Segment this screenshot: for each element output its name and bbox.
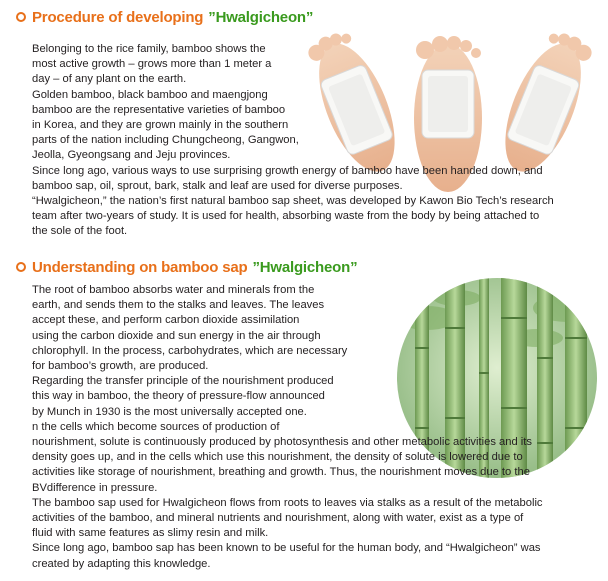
body-line: activities of the bamboo, and mineral nutrients and nourishment, along with water, exist as a type of bbox=[32, 512, 524, 525]
body-line: bamboo sap, oil, sprout, bark, stalk and leaf are used for diverse purposes. bbox=[32, 179, 403, 192]
heading-text: Procedure of developing bbox=[32, 8, 204, 26]
body-line: day – of any plant on the earth. bbox=[32, 73, 187, 86]
section-body-procedure bbox=[32, 42, 554, 240]
body-line: created by adapting this knowledge. bbox=[32, 557, 211, 570]
body-line: parts of the nation including Chungcheong, Gangwon, bbox=[32, 134, 299, 147]
body-line: for bamboo’s growth, are produced. bbox=[32, 360, 209, 373]
heading-text: Understanding on bamboo sap bbox=[32, 258, 248, 276]
body-line: by Munch in 1930 is the most universally accepted one. bbox=[32, 405, 307, 418]
body-line: n the cells which become sources of production of bbox=[32, 420, 280, 433]
body-line: density goes up, and in the cells which use this nourishment, the density of solute is lowered due to bbox=[32, 451, 523, 464]
body-line: the sole of the foot. bbox=[32, 225, 128, 238]
body-line: in Korea, and they are grown mainly in the southern bbox=[32, 119, 289, 132]
heading-highlight: ”Hwalgicheon” bbox=[252, 258, 358, 276]
body-line: most active growth – grows more than 1 meter a bbox=[32, 58, 272, 71]
body-line: this way in bamboo, the theory of pressure-flow announced bbox=[32, 390, 325, 403]
body-line: team after two-years of study. It is used for health, absorbing waste from the body by being attached to bbox=[32, 210, 540, 223]
circle-bullet-icon bbox=[16, 262, 26, 272]
circle-bullet-icon bbox=[16, 12, 26, 22]
section-heading-bamboo-sap bbox=[16, 257, 357, 277]
body-line: “Hwalgicheon,” the nation’s first natural bamboo sap sheet, was developed by Kawon Bio Tech’s research bbox=[32, 195, 554, 208]
body-line: chlorophyll. In the process, carbohydrates, which are necessary bbox=[32, 344, 348, 357]
body-line: Regarding the transfer principle of the nourishment produced bbox=[32, 375, 334, 388]
body-line: earth, and sends them to the stalks and leaves. The leaves bbox=[32, 299, 325, 312]
body-line: accept these, and perform carbon dioxide assimilation bbox=[32, 314, 300, 327]
body-line: fluid with same features as slimy resin and milk. bbox=[32, 527, 269, 540]
body-line: activities like storage of nourishment, breathing and growth. Thus, the nourishment moves due to the bbox=[32, 466, 530, 479]
heading-highlight: ”Hwalgicheon” bbox=[208, 8, 314, 26]
section-heading-procedure bbox=[16, 7, 313, 27]
body-line: Since long ago, bamboo sap has been known to be useful for the human body, and “Hwalgicheon” was bbox=[32, 542, 541, 555]
body-line: Golden bamboo, black bamboo and maengjong bbox=[32, 88, 268, 101]
section-body-bamboo-sap bbox=[32, 283, 543, 572]
body-line: The bamboo sap used for Hwalgicheon flows from roots to leaves via stalks as a result of the metabolic bbox=[32, 496, 543, 509]
body-line: Since long ago, various ways to use surprising growth energy of bamboo have been handed down, and bbox=[32, 164, 543, 177]
body-line: bamboo are the representative varieties of bamboo bbox=[32, 103, 286, 116]
body-line: The root of bamboo absorbs water and minerals from the bbox=[32, 284, 315, 296]
body-line: BVdifference in pressure. bbox=[32, 481, 158, 494]
body-line: Belonging to the rice family, bamboo shows the bbox=[32, 43, 266, 55]
body-line: Jeolla, Gyeongsang and Jeju provinces. bbox=[32, 149, 231, 162]
body-line: nourishment, solute is continuously produced by photosynthesis and other metabolic activities and its bbox=[32, 436, 532, 449]
body-line: using the carbon dioxide and sun energy in the air through bbox=[32, 329, 321, 342]
